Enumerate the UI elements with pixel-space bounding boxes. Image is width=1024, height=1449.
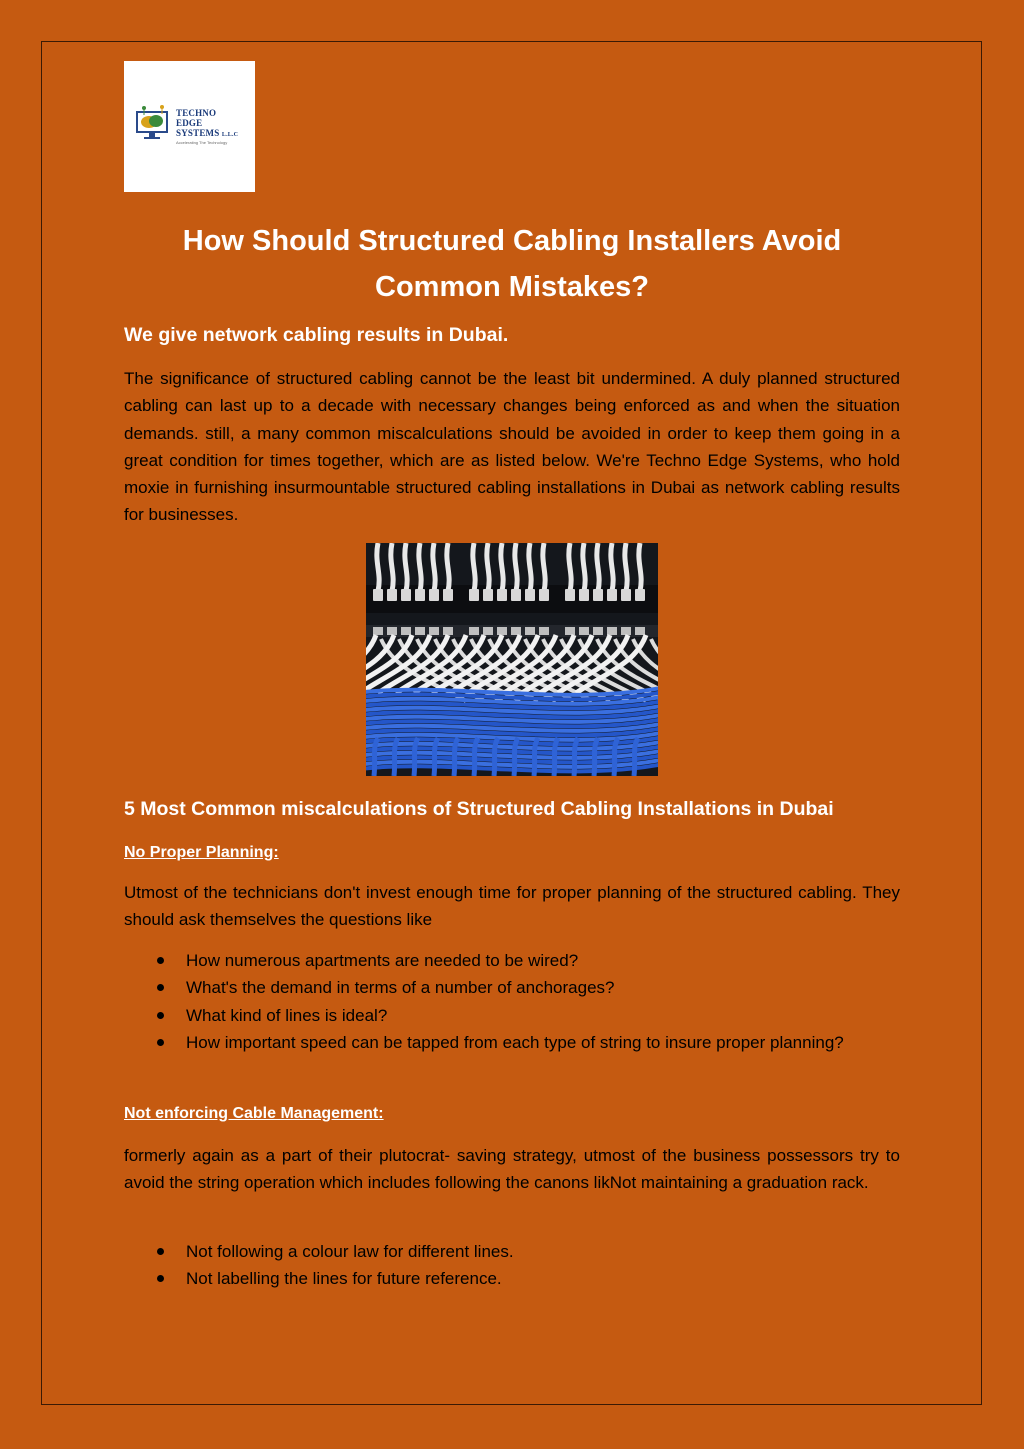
logo-tagline: Accelerating The Technology [176, 140, 228, 145]
section2-bullet-list [124, 1238, 900, 1293]
subtitle: We give network cabling results in Dubai. [124, 324, 509, 346]
list-item [124, 1029, 900, 1056]
bullet-icon [157, 984, 164, 991]
list-item [124, 947, 900, 974]
list-item [124, 1002, 900, 1029]
list-item [124, 1265, 900, 1292]
bullet-icon [157, 1039, 164, 1046]
logo-text-line1: TECHNO [176, 108, 217, 118]
section1-heading: No Proper Planning: [124, 844, 279, 861]
list-item-text: What kind of lines is ideal? [186, 1005, 388, 1025]
company-logo [124, 61, 255, 192]
bullet-icon [157, 957, 164, 964]
logo-text-suffix: L.L.C [221, 132, 239, 138]
list-item [124, 974, 900, 1001]
section2-paragraph: formerly again as a part of their plutocrat- saving strategy, utmost of the business possessors try to avoid the string operation which includes following the canons likNot maintaining a graduation rack. [124, 1146, 900, 1193]
list-item-text: What's the demand in terms of a number of anchorages? [186, 978, 615, 998]
list-item [124, 1238, 900, 1265]
list-item-text: How numerous apartments are needed to be wired? [186, 951, 579, 970]
intro-paragraph: The significance of structured cabling cannot be the least bit undermined. A duly planned structured cabling can last up to a decade with necessary changes being enforced as and when the situation demands. still, a many common miscalculations should be avoided in order to keep them going in a great condition for times together, which are as listed below. We're Techno Edge Systems, who hold moxie in furnishing insurmountable structured cabling installations in Dubai as network cabling results for businesses. [124, 369, 900, 525]
section1-bullet-list [124, 947, 900, 1056]
bullet-icon [157, 1248, 164, 1255]
section1-paragraph: Utmost of the technicians don't invest enough time for proper planning of the structured cabling. They should ask themselves the questions like [124, 883, 900, 930]
bullet-icon [157, 1275, 164, 1282]
network-patch-panel-photo [366, 543, 658, 776]
list-item-text: How important speed can be tapped from each type of string to insure proper planning? [186, 1032, 844, 1052]
patch-panel-illustration [366, 543, 658, 776]
cloud-monitor-icon [132, 103, 172, 143]
logo-text-line3 [176, 129, 238, 140]
logo-text-systems: SYSTEMS [176, 128, 220, 138]
bullet-icon [157, 1012, 164, 1019]
section2-heading: Not enforcing Cable Management: [124, 1105, 384, 1122]
list-item-text: Not following a colour law for different lines. [186, 1242, 514, 1261]
page-title: How Should Structured Cabling Installers Avoid Common Mistakes? [182, 225, 842, 303]
section-heading: 5 Most Common miscalculations of Structured Cabling Installations in Dubai [124, 798, 834, 820]
list-item-text: Not labelling the lines for future reference. [186, 1269, 502, 1289]
logo-text-line2: EDGE [176, 118, 203, 128]
